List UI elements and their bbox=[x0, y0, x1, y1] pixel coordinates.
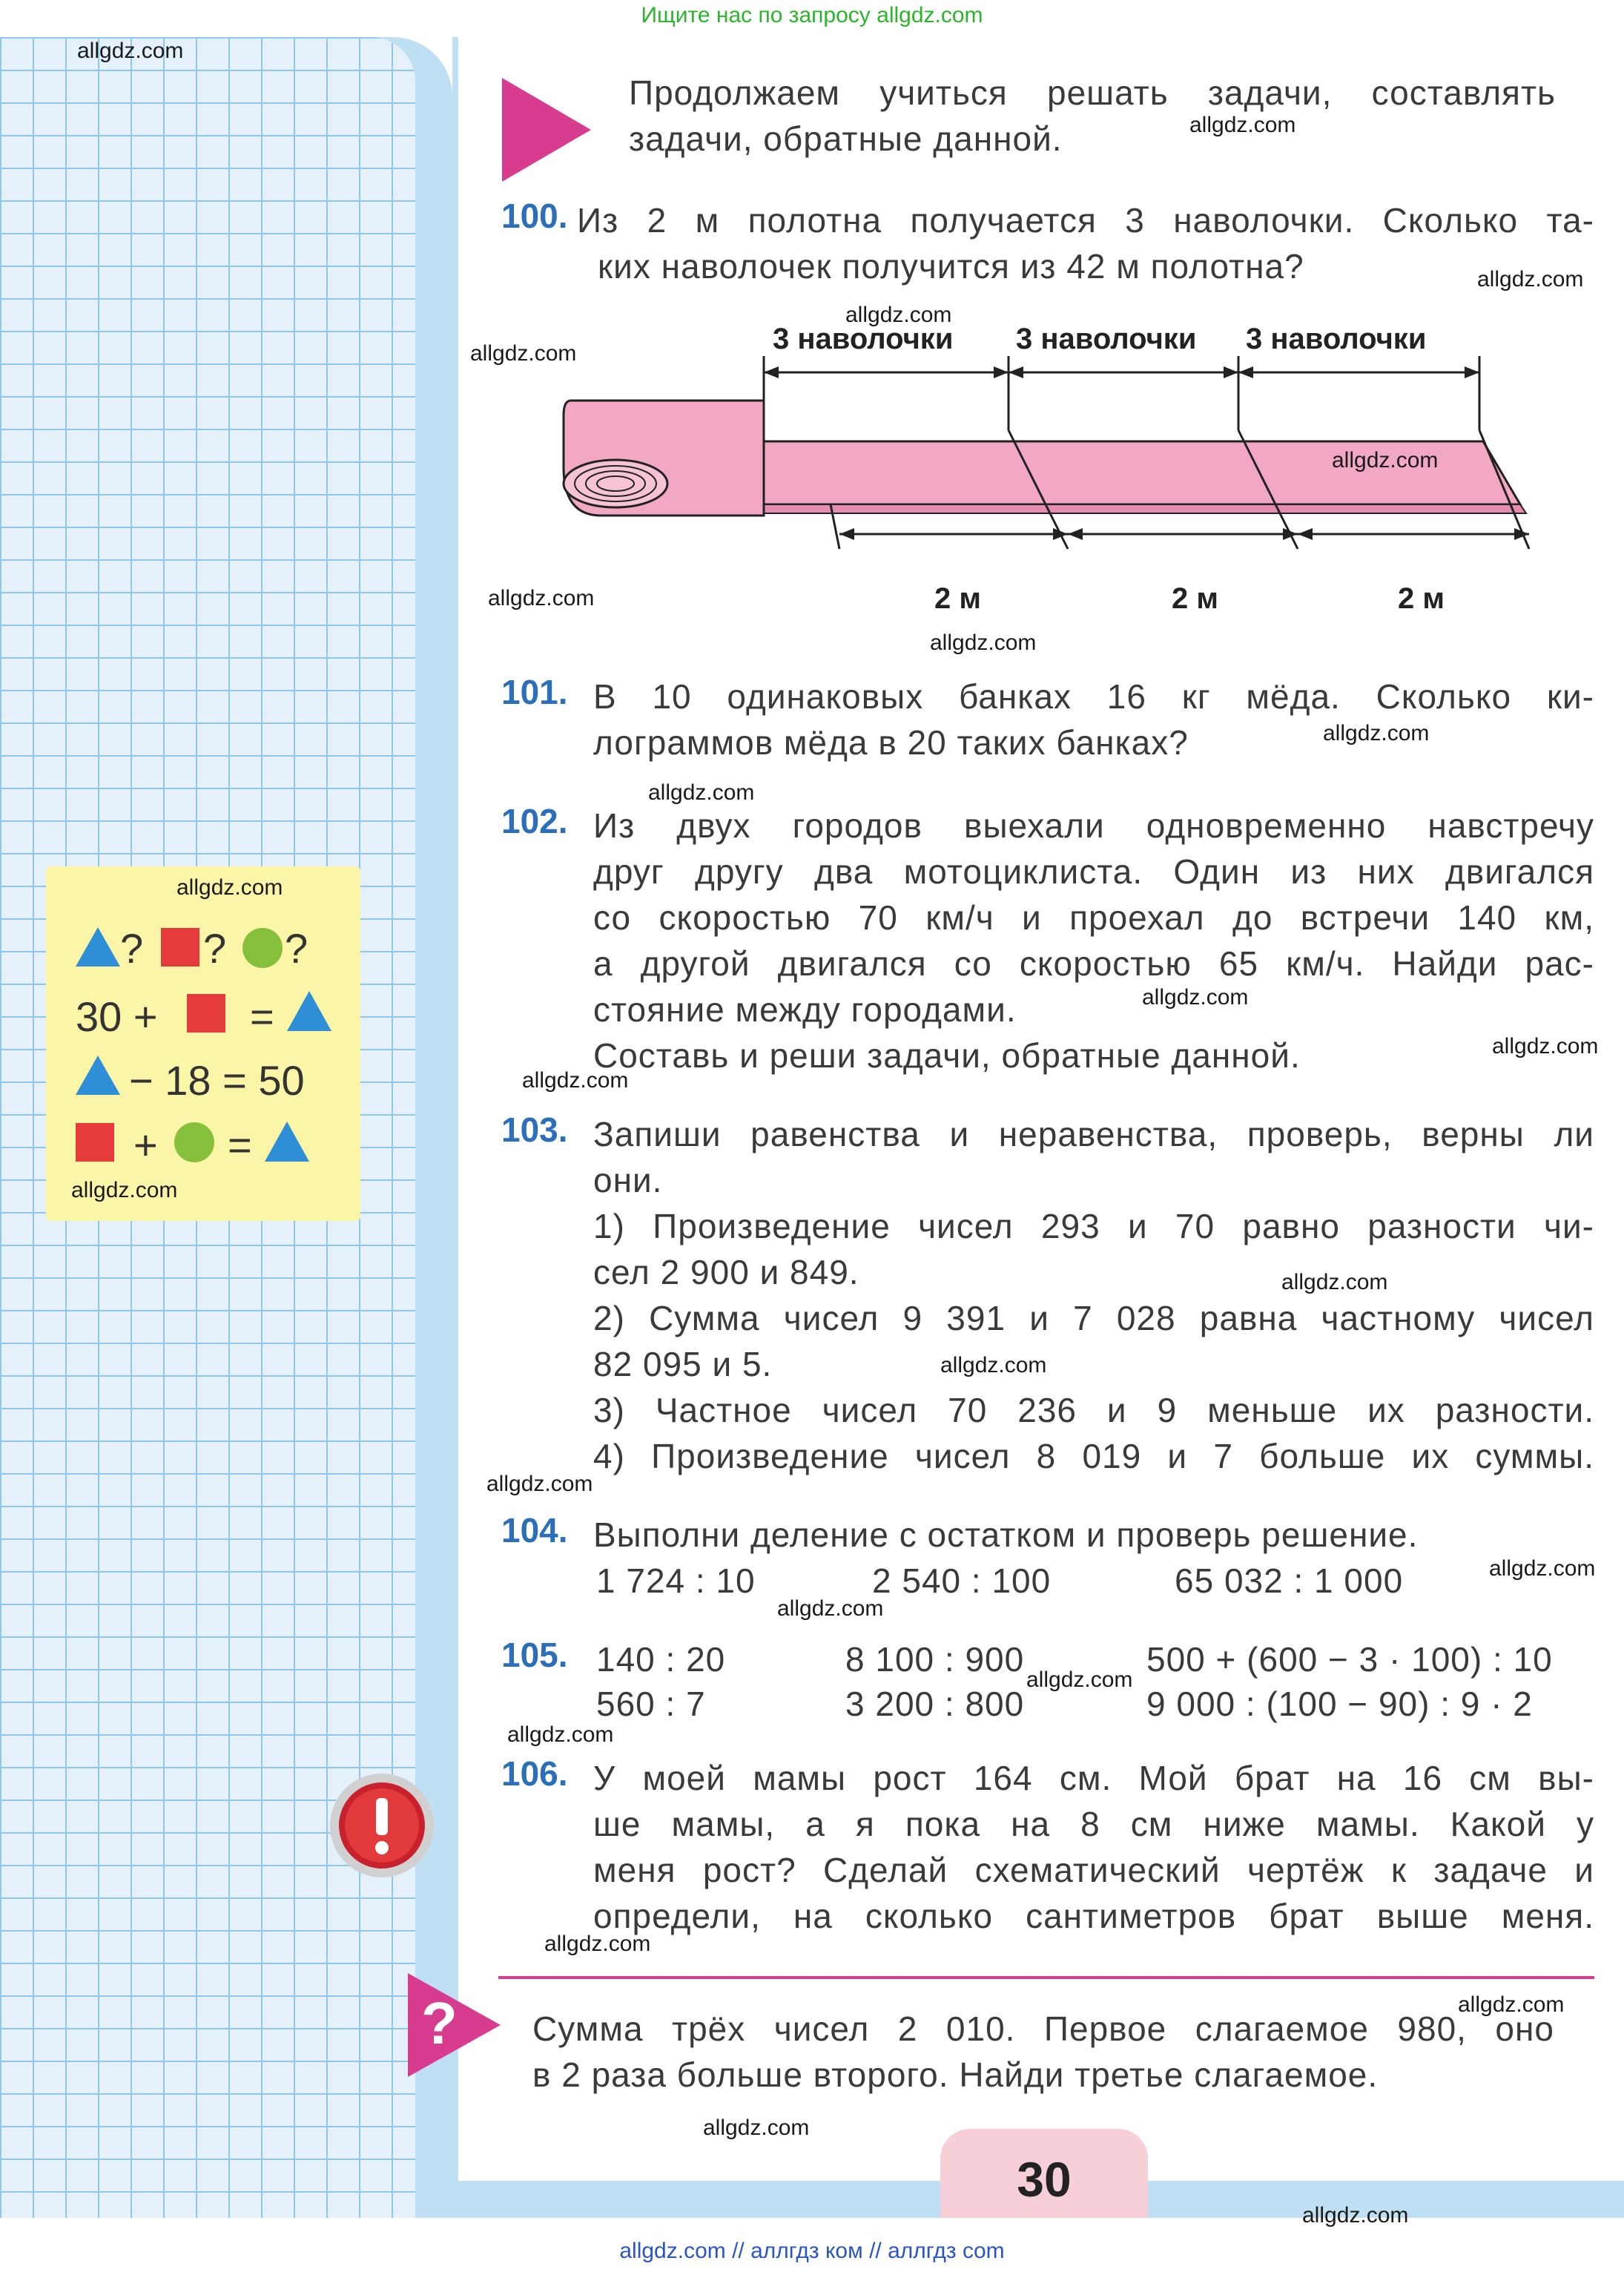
task-105-expr-2: 8 100 : 900 bbox=[845, 1640, 1025, 1679]
triangle-icon bbox=[265, 1122, 309, 1162]
circle-icon bbox=[174, 1122, 214, 1162]
label-2m-2: 2 м bbox=[1172, 582, 1218, 615]
svg-text:+: + bbox=[133, 1122, 158, 1168]
triangle-icon bbox=[76, 1056, 120, 1095]
watermark: allgdz.com bbox=[488, 586, 595, 610]
svg-text:?: ? bbox=[285, 925, 308, 972]
watermark: allgdz.com bbox=[1026, 1667, 1133, 1692]
question-icon bbox=[408, 1973, 504, 2077]
question-text: Сумма трёх чисел 2 010. Первое слагаемое 980, оно в 2 раза больше второго. Найди третье слагаемое. bbox=[532, 2009, 1554, 2094]
watermark: allgdz.com bbox=[1458, 1992, 1565, 2017]
svg-text:?: ? bbox=[203, 925, 227, 972]
task-105-expr-6: 9 000 : (100 − 90) : 9 · 2 bbox=[1146, 1685, 1533, 1723]
task-104-text: Выполни деление с остатком и проверь решение. bbox=[593, 1515, 1419, 1554]
task-105-expr-4: 560 : 7 bbox=[596, 1685, 706, 1723]
footer-links[interactable]: allgdz.com // аллгдз ком // аллгдз com bbox=[619, 2239, 1005, 2263]
play-arrow-icon bbox=[498, 74, 595, 185]
search-hint: Ищите нас по запросу allgdz.com bbox=[641, 3, 983, 27]
svg-text:?: ? bbox=[421, 1990, 458, 2056]
task-104-expr-3: 65 032 : 1 000 bbox=[1175, 1561, 1404, 1600]
watermark: allgdz.com bbox=[703, 2116, 810, 2140]
svg-text:30 +: 30 + bbox=[76, 993, 158, 1040]
watermark: allgdz.com bbox=[71, 1178, 178, 1202]
svg-text:=: = bbox=[228, 1122, 252, 1168]
square-icon bbox=[187, 994, 225, 1033]
watermark: allgdz.com bbox=[1332, 448, 1439, 473]
triangle-icon bbox=[76, 927, 120, 967]
task-100-text: Из 2 м полотна получается 3 наволочки. Сколько та- ких наволочек получится из 42 м полотна? bbox=[577, 201, 1594, 286]
circle-icon bbox=[242, 928, 283, 968]
task-105-expr-3: 500 + (600 − 3 · 100) : 10 bbox=[1146, 1640, 1553, 1679]
task-number-106: 106. bbox=[501, 1754, 568, 1793]
watermark: allgdz.com bbox=[648, 780, 755, 805]
task-104-expr-2: 2 540 : 100 bbox=[872, 1561, 1052, 1600]
svg-text:?: ? bbox=[120, 925, 144, 972]
watermark: allgdz.com bbox=[507, 1722, 614, 1747]
watermark: allgdz.com bbox=[845, 303, 952, 327]
watermark: allgdz.com bbox=[1142, 985, 1249, 1010]
watermark: allgdz.com bbox=[544, 1932, 651, 1956]
watermark: allgdz.com bbox=[940, 1353, 1047, 1377]
task-number-102: 102. bbox=[501, 802, 568, 840]
watermark: allgdz.com bbox=[1323, 721, 1430, 745]
task-106-text: У моей мамы рост 164 см. Мой брат на 16 см вы- ше мамы, а я пока на 8 см ниже мамы. Какой у меня рост? Сделай схематический чертёж к задаче и определи, на сколько сантиметров брат выше меня. bbox=[593, 1759, 1594, 1935]
exclamation-icon bbox=[326, 1770, 438, 1881]
watermark: allgdz.com bbox=[77, 39, 184, 63]
svg-text:− 18 = 50: − 18 = 50 bbox=[129, 1057, 305, 1104]
svg-text:=: = bbox=[250, 993, 274, 1040]
watermark: allgdz.com bbox=[930, 631, 1037, 655]
section-divider bbox=[498, 1976, 1594, 1979]
task-number-103: 103. bbox=[501, 1110, 568, 1149]
watermark: allgdz.com bbox=[522, 1068, 629, 1093]
watermark: allgdz.com bbox=[1189, 113, 1296, 137]
task-number-105: 105. bbox=[501, 1636, 568, 1674]
task-103-text: Запиши равенства и неравенства, проверь, верны ли они. 1) Произведение чисел 293 и 70 равно разности чи- сел 2 900 и 849. 2) Сумма чисел 9 391 и 7 028 равна частному чисел 82 095 и 5. 3) Частное чисел 70 236 и 9 меньше их разности. 4) Произведение чисел 8 019 и 7 больше их суммы. bbox=[593, 1115, 1594, 1475]
label-2m-3: 2 м bbox=[1398, 582, 1445, 615]
watermark: allgdz.com bbox=[486, 1472, 593, 1496]
task-number-101: 101. bbox=[501, 673, 568, 711]
task-number-104: 104. bbox=[501, 1511, 568, 1550]
watermark: allgdz.com bbox=[176, 875, 283, 900]
task-105-expr-5: 3 200 : 800 bbox=[845, 1685, 1025, 1723]
watermark: allgdz.com bbox=[1302, 2203, 1409, 2228]
label-2m-1: 2 м bbox=[934, 582, 981, 615]
watermark: allgdz.com bbox=[1489, 1556, 1596, 1581]
task-104-expr-1: 1 724 : 10 bbox=[596, 1561, 756, 1600]
task-101-text: В 10 одинаковых банках 16 кг мёда. Сколько ки- лограммов мёда в 20 таких банках? bbox=[593, 677, 1594, 762]
task-102-text: Из двух городов выехали одновременно навстречу друг другу два мотоциклиста. Один из них двигался со скоростью 70 км/ч и проехал до встречи 140 км, а другой двигался со скоростью 65 км/ч. Найди рас- стояние между городами. Составь и реши задачи, обратные данной. bbox=[593, 806, 1594, 1075]
watermark: allgdz.com bbox=[1281, 1270, 1388, 1294]
page-number: 30 bbox=[1017, 2152, 1072, 2207]
label-3-pillowcases-2: 3 наволочки bbox=[1016, 323, 1197, 355]
watermark: allgdz.com bbox=[1492, 1034, 1599, 1059]
watermark: allgdz.com bbox=[470, 341, 577, 366]
puzzle-shapes bbox=[46, 866, 360, 1221]
intro-text: Продолжаем учиться решать задачи, составлять задачи, обратные данной. bbox=[629, 73, 1556, 158]
label-3-pillowcases-1: 3 наволочки bbox=[773, 323, 954, 355]
task-105-expr-1: 140 : 20 bbox=[596, 1640, 726, 1679]
square-icon bbox=[161, 928, 199, 967]
triangle-icon bbox=[287, 991, 331, 1031]
label-3-pillowcases-3: 3 наволочки bbox=[1246, 323, 1427, 355]
task-number-100: 100. bbox=[501, 197, 568, 235]
watermark: allgdz.com bbox=[777, 1596, 884, 1621]
watermark: allgdz.com bbox=[1477, 267, 1584, 292]
square-icon bbox=[76, 1123, 114, 1162]
